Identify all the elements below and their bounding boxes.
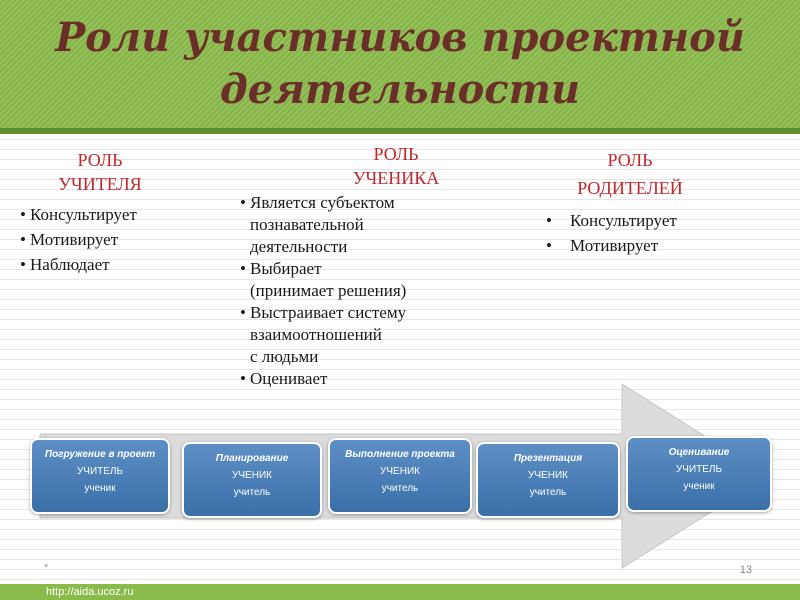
list-item-line: деятельности [250,237,348,256]
student-role-heading [276,142,516,190]
footer-url-link[interactable]: http://aida.ucoz.ru [46,586,134,598]
step-planning [182,442,322,518]
parent-heading-line1: РОЛЬ [607,150,653,170]
step-role-primary: УЧЕНИК [380,466,420,477]
list-item-line: познавательной [250,215,364,234]
step-presentation [476,442,620,518]
teacher-role-column [20,140,260,277]
student-heading-line1: РОЛЬ [373,144,419,164]
parent-role-column [540,146,760,258]
student-heading-line2: УЧЕНИКА [352,168,440,188]
step-role-secondary: ученик [84,483,116,494]
step-role-primary: УЧЕНИК [232,470,272,481]
step-role-secondary: учитель [529,487,567,498]
parent-role-heading [550,146,710,202]
step-title: Погружение в проект [44,449,156,460]
slide-title-line1: Роли участников проектной [55,14,745,61]
teacher-heading-line2: УЧИТЕЛЯ [58,174,142,194]
list-item: • Консультирует [540,208,760,233]
slide-title-line2: деятельности [219,66,581,113]
step-execution [328,438,472,514]
footer-bar [0,584,800,600]
list-item [240,258,540,302]
list-item [240,192,540,258]
page-number: 13 [739,564,752,576]
step-role-primary: УЧИТЕЛЬ [76,466,124,477]
step-title: Выполнение проекта [345,449,455,460]
process-flow [0,380,800,580]
list-item-line: с людьми [250,347,319,366]
list-item-line: • Выстраивает систему [250,303,407,322]
step-evaluation [626,436,772,512]
list-item: • Мотивирует [540,233,760,258]
teacher-role-list [20,202,260,277]
list-item-line: • Оценивает [250,369,328,388]
list-item: • Консультирует [20,202,260,227]
step-title: Оценивание [668,447,730,458]
step-role-secondary: учитель [233,487,271,498]
parent-role-list [540,208,760,258]
list-item [240,302,540,368]
step-title: Планирование [215,453,289,464]
footer-star: * [44,562,49,574]
step-role-primary: УЧИТЕЛЬ [675,464,723,475]
list-item: • Наблюдает [20,252,260,277]
step-title: Презентация [513,453,583,464]
title-banner [0,0,800,134]
student-role-list [240,192,540,390]
step-immersion [30,438,170,514]
list-item-line: • Является субъектом [250,193,395,212]
step-role-secondary: учитель [381,483,419,494]
list-item-line: взаимоотношений [250,325,382,344]
teacher-heading-line1: РОЛЬ [77,150,123,170]
list-item: • Мотивирует [20,227,260,252]
list-item-line: (принимает решения) [250,281,407,300]
step-role-primary: УЧЕНИК [528,470,568,481]
teacher-role-heading [20,148,180,196]
slide-title [0,12,800,116]
student-role-column [240,142,540,390]
step-role-secondary: ученик [683,481,715,492]
parent-heading-line2: РОДИТЕЛЕЙ [577,178,683,198]
list-item-line: • Выбирает [250,259,322,278]
